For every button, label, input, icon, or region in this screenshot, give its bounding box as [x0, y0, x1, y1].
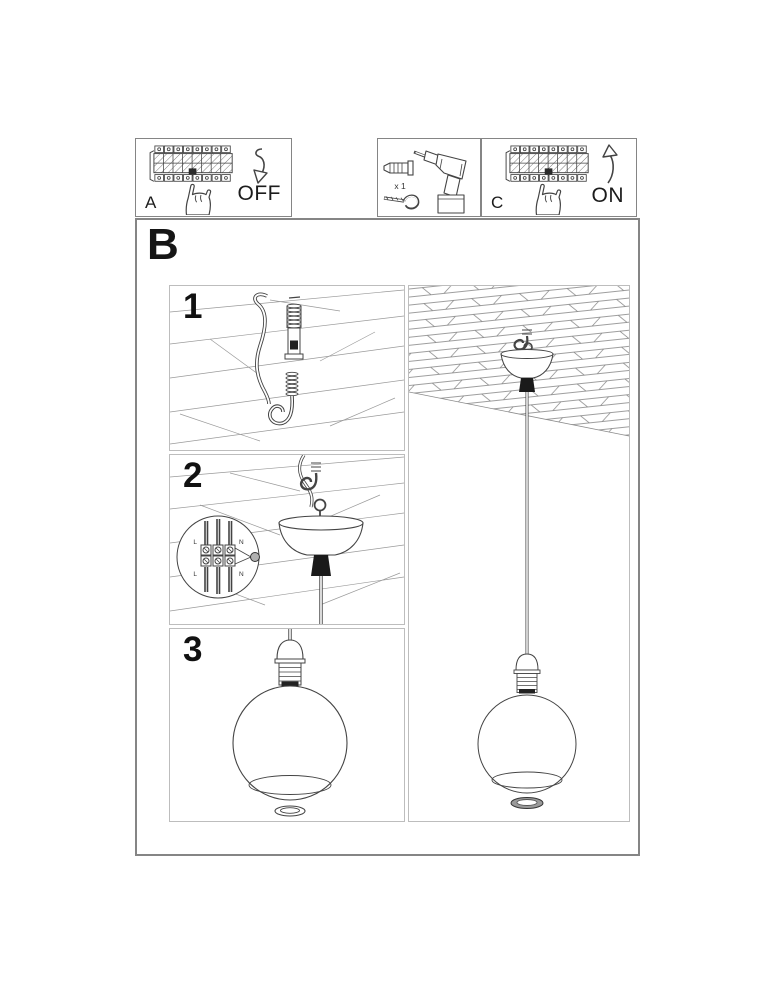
pointing-hand-icon — [536, 184, 560, 215]
step-3-panel — [169, 628, 405, 822]
step-1-panel — [169, 285, 405, 451]
panel-c-power-on — [481, 138, 637, 217]
step-1-number: 1 — [183, 287, 203, 326]
ring-illustration — [275, 806, 305, 816]
curved-arrow-down-icon — [254, 149, 267, 183]
terminal-label-n-bottom: N — [239, 571, 244, 578]
terminal-block-icon — [201, 545, 235, 566]
terminal-label-n-top: N — [239, 539, 244, 546]
tools-illustration — [378, 139, 479, 215]
panel-c-letter: C — [491, 193, 504, 212]
breaker-panel-icon — [150, 146, 232, 181]
canopy-illustration — [279, 516, 363, 624]
suspension-loop-icon — [315, 500, 326, 511]
cord-grip-icon — [519, 378, 535, 392]
wall-plug-icon — [384, 161, 413, 175]
panel-b-assembly — [135, 218, 640, 856]
cable-illustration — [255, 294, 269, 404]
glass-ball-illustration — [233, 686, 347, 800]
quantity-label: x 1 — [394, 181, 406, 191]
cord-grip-icon — [311, 555, 331, 576]
panel-a-letter: A — [145, 193, 157, 212]
step-3-illustration — [170, 629, 404, 821]
glass-ball-illustration — [478, 695, 576, 793]
finished-lamp-panel — [408, 285, 630, 822]
assembly-illustration-area — [169, 285, 630, 822]
lamp-socket-illustration — [275, 640, 305, 686]
step-2-illustration — [170, 455, 404, 624]
screw-hook-icon — [384, 196, 418, 208]
curved-arrow-up-icon — [603, 145, 617, 183]
breaker-panel-icon — [506, 146, 588, 181]
lamp-socket-illustration — [514, 654, 540, 693]
ceiling-hook-illustration — [301, 463, 325, 518]
step-2-panel — [169, 454, 405, 625]
terminal-label-l-top: L — [193, 539, 197, 546]
panel-a-power-off — [135, 138, 292, 217]
step-2-number: 2 — [183, 456, 203, 495]
terminal-label-l-bottom: L — [193, 571, 197, 578]
off-label: OFF — [237, 182, 281, 205]
ring-illustration — [511, 798, 543, 809]
pointing-hand-icon — [186, 184, 210, 215]
wall-plug-illustration — [285, 297, 303, 359]
step-1-illustration — [170, 286, 404, 450]
wiring-detail-circle — [177, 516, 260, 598]
panel-tools — [377, 138, 481, 217]
on-label: ON — [591, 184, 624, 207]
pendant-lamp-illustration — [409, 286, 629, 821]
drill-icon — [414, 151, 466, 213]
step-3-number: 3 — [183, 630, 203, 669]
panel-b-letter: B — [147, 220, 179, 269]
